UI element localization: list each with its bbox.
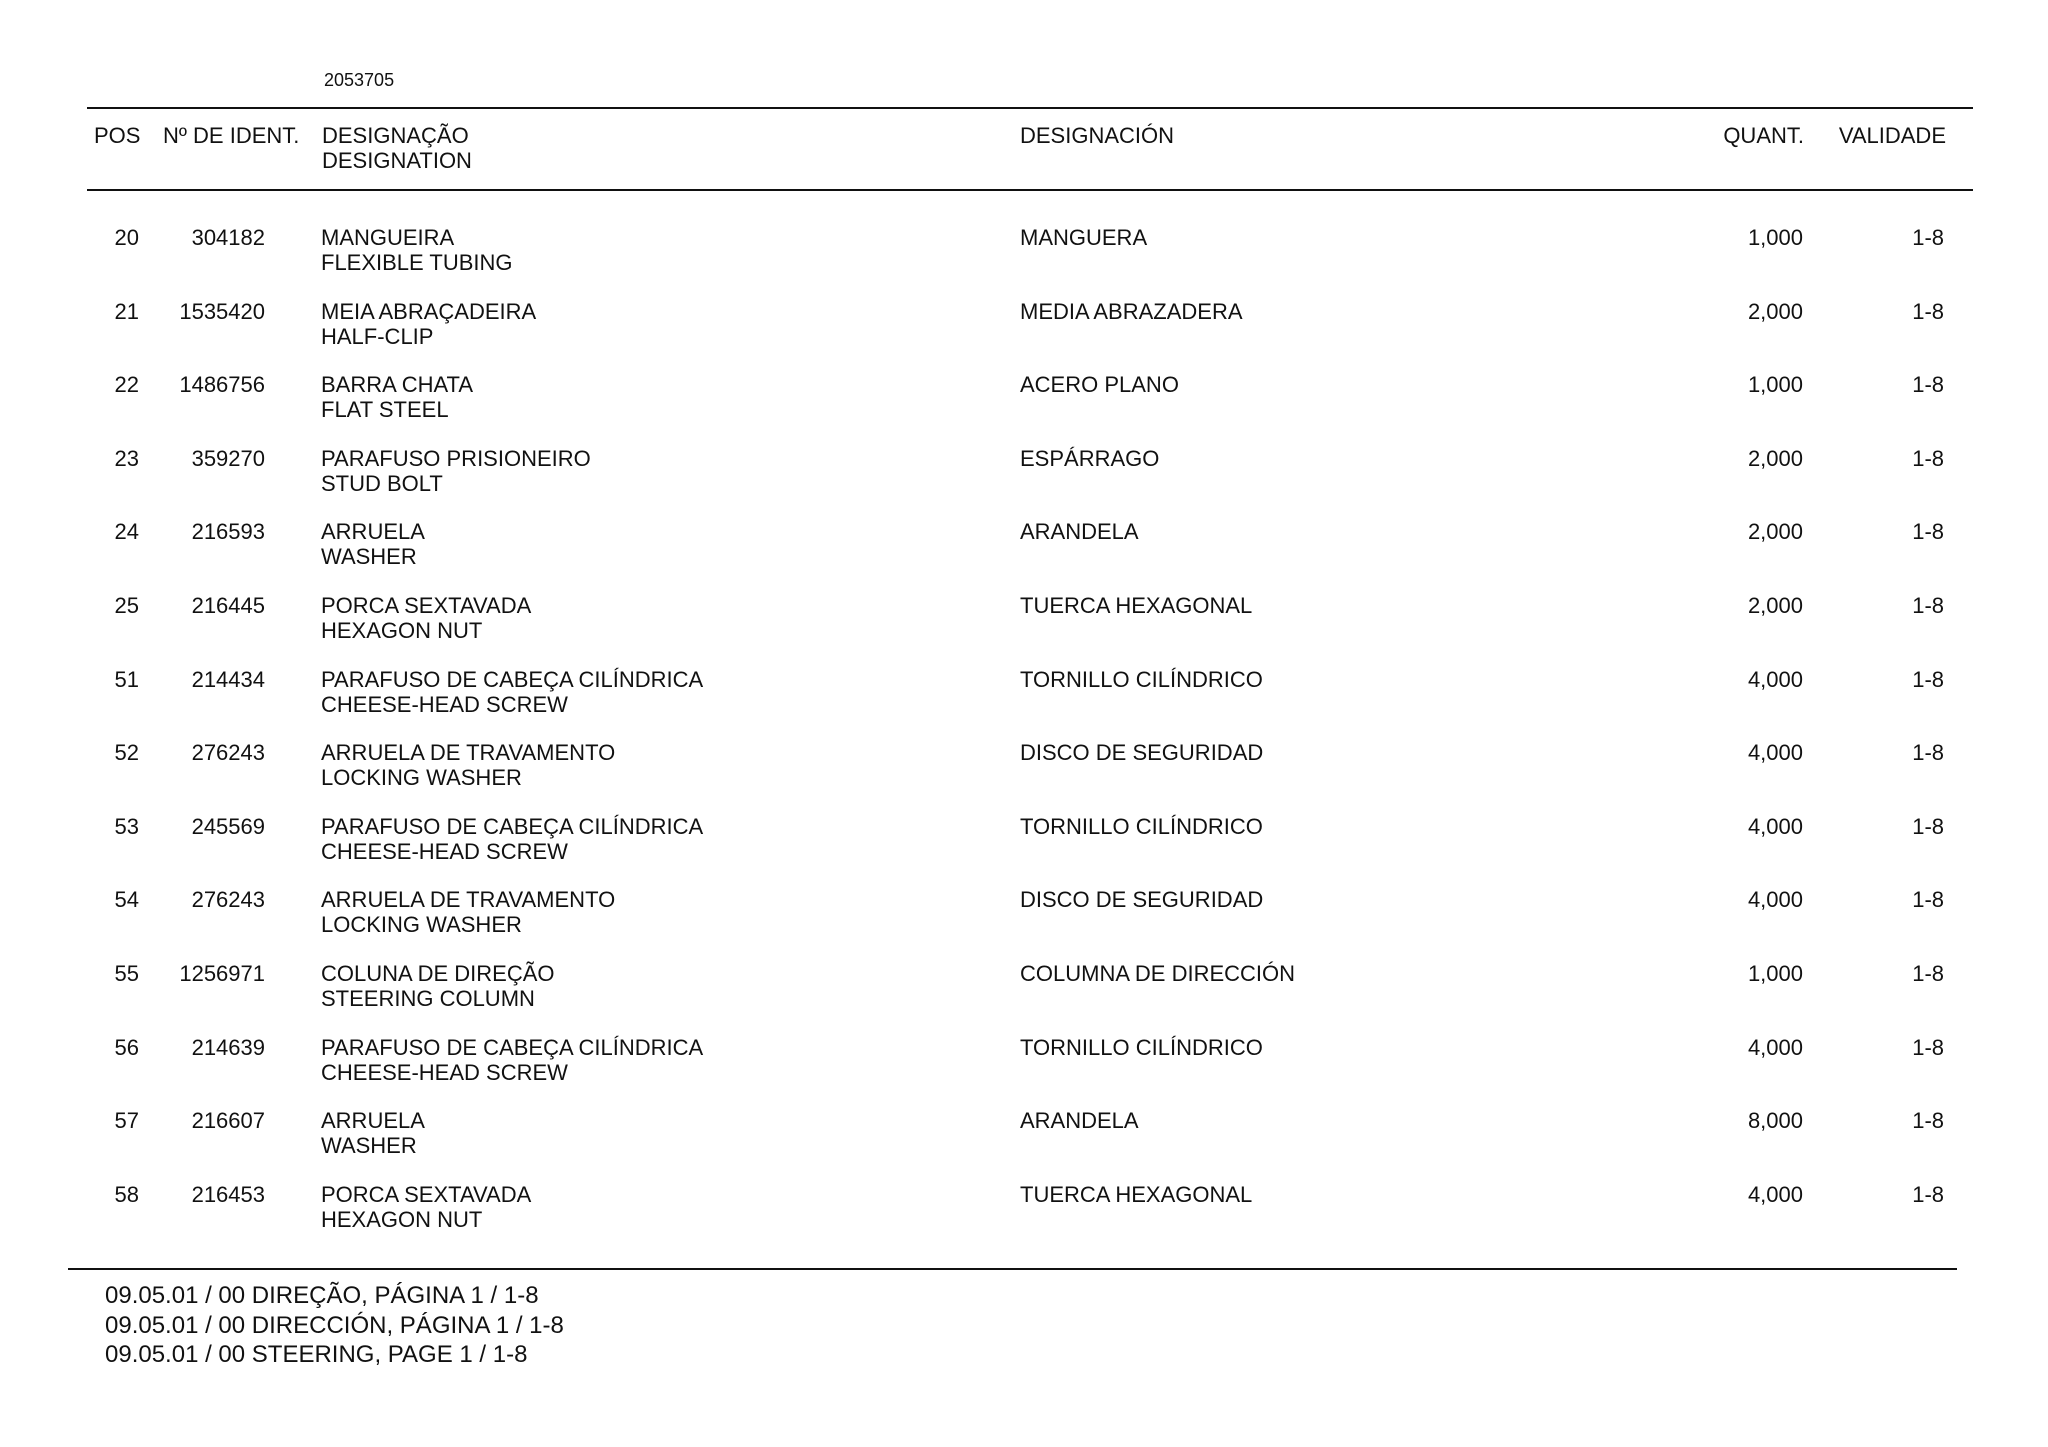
row-pos: 24 xyxy=(114,519,139,545)
row-validity: 1-8 xyxy=(1912,1108,1944,1134)
row-ident: 216607 xyxy=(191,1108,265,1134)
row-quant: 4,000 xyxy=(1747,740,1803,766)
footer-line-en: 09.05.01 / 00 STEERING, PAGE 1 / 1-8 xyxy=(105,1341,528,1368)
row-designation-pt: ARRUELA xyxy=(321,1108,425,1134)
row-designation-es: DISCO DE SEGURIDAD xyxy=(1020,887,1264,913)
row-designation-pt: PORCA SEXTAVADA xyxy=(321,593,532,618)
table-row xyxy=(0,667,2048,727)
row-validity: 1-8 xyxy=(1912,225,1944,250)
row-designation-es: ARANDELA xyxy=(1020,1108,1139,1134)
row-pos: 23 xyxy=(114,445,139,471)
row-pos: 51 xyxy=(114,666,139,692)
header-designation-es: DESIGNACIÓN xyxy=(1020,123,1175,148)
row-designation-es: ESPÁRRAGO xyxy=(1020,445,1160,471)
row-ident: 216453 xyxy=(191,1181,265,1207)
row-designation-es: TORNILLO CILÍNDRICO xyxy=(1020,813,1263,839)
row-designation-en: FLEXIBLE TUBING xyxy=(321,250,513,275)
header-ident: Nº DE IDENT. xyxy=(163,123,300,148)
row-designation xyxy=(321,299,536,349)
row-ident: 276243 xyxy=(191,740,265,766)
row-quant: 4,000 xyxy=(1747,813,1803,839)
row-designation xyxy=(321,1035,703,1085)
row-quant: 2,000 xyxy=(1747,298,1803,324)
row-designation xyxy=(321,446,591,496)
footer-rule xyxy=(68,1268,1957,1270)
row-ident: 1486756 xyxy=(179,372,265,398)
row-designation-pt: ARRUELA DE TRAVAMENTO xyxy=(321,887,616,913)
row-quant: 2,000 xyxy=(1747,593,1803,618)
header-validity: VALIDADE xyxy=(1838,123,1946,148)
table-row xyxy=(0,519,2048,579)
row-designation-pt: ARRUELA DE TRAVAMENTO xyxy=(321,740,616,766)
footer-line-pt: 09.05.01 / 00 DIREÇÃO, PÁGINA 1 / 1-8 xyxy=(105,1282,539,1309)
table-row xyxy=(0,299,2048,359)
row-designation-en: FLAT STEEL xyxy=(321,397,449,423)
row-pos: 57 xyxy=(114,1108,139,1134)
row-designation xyxy=(321,519,425,569)
row-designation-pt: ARRUELA xyxy=(321,519,425,545)
row-validity: 1-8 xyxy=(1912,372,1944,398)
row-designation xyxy=(321,225,513,275)
row-quant: 4,000 xyxy=(1747,666,1803,692)
row-quant: 4,000 xyxy=(1747,1034,1803,1060)
row-designation xyxy=(321,372,473,422)
row-designation-en: HEXAGON NUT xyxy=(321,1206,483,1232)
row-validity: 1-8 xyxy=(1912,961,1944,986)
row-ident: 245569 xyxy=(191,813,265,839)
row-pos: 54 xyxy=(114,887,139,913)
row-designation xyxy=(321,740,615,790)
row-pos: 55 xyxy=(114,961,139,986)
header-pos: POS xyxy=(94,123,141,148)
row-designation-en: WASHER xyxy=(321,544,417,570)
row-designation-es: TUERCA HEXAGONAL xyxy=(1020,1181,1253,1207)
row-pos: 25 xyxy=(114,593,139,618)
row-designation xyxy=(321,1108,425,1158)
row-validity: 1-8 xyxy=(1912,593,1944,618)
row-designation-pt: MEIA ABRAÇADEIRA xyxy=(321,298,537,324)
row-ident: 214434 xyxy=(191,666,265,692)
row-ident: 304182 xyxy=(191,225,265,250)
row-pos: 22 xyxy=(114,372,139,398)
row-quant: 8,000 xyxy=(1747,1108,1803,1134)
row-designation-en: HEXAGON NUT xyxy=(321,618,483,643)
row-designation xyxy=(321,593,531,643)
row-designation xyxy=(321,887,615,937)
row-quant: 2,000 xyxy=(1747,445,1803,471)
row-designation-es: TORNILLO CILÍNDRICO xyxy=(1020,666,1263,692)
row-designation-pt: MANGUEIRA xyxy=(321,225,455,250)
row-designation-en: HALF-CLIP xyxy=(321,323,434,349)
table-row xyxy=(0,372,2048,432)
header-designation-pt: DESIGNAÇÃO xyxy=(322,123,469,148)
row-designation-es: ACERO PLANO xyxy=(1020,372,1179,398)
table-row xyxy=(0,961,2048,1021)
row-validity: 1-8 xyxy=(1912,519,1944,545)
row-designation-en: STUD BOLT xyxy=(321,470,443,496)
row-designation-es: TORNILLO CILÍNDRICO xyxy=(1020,1034,1263,1060)
row-ident: 216445 xyxy=(191,593,265,618)
row-pos: 52 xyxy=(114,740,139,766)
table-row xyxy=(0,1108,2048,1168)
row-designation xyxy=(321,814,703,864)
row-designation xyxy=(321,961,555,1011)
table-row xyxy=(0,887,2048,947)
row-pos: 20 xyxy=(114,225,139,250)
row-designation-en: STEERING COLUMN xyxy=(321,986,535,1011)
row-quant: 1,000 xyxy=(1747,961,1803,986)
page-footer xyxy=(105,1281,564,1370)
row-designation-pt: PARAFUSO DE CABEÇA CILÍNDRICA xyxy=(321,813,704,839)
footer-line-es: 09.05.01 / 00 DIRECCIÓN, PÁGINA 1 / 1-8 xyxy=(105,1311,564,1339)
row-designation-es: TUERCA HEXAGONAL xyxy=(1020,593,1253,618)
row-ident: 1535420 xyxy=(179,298,265,324)
row-ident: 1256971 xyxy=(179,961,265,986)
row-designation-es: MANGUERA xyxy=(1020,225,1148,250)
row-designation-pt: COLUNA DE DIREÇÃO xyxy=(321,961,555,986)
header-designation xyxy=(322,123,472,173)
row-designation-es: ARANDELA xyxy=(1020,519,1139,545)
row-quant: 4,000 xyxy=(1747,887,1803,913)
row-ident: 359270 xyxy=(191,445,265,471)
row-validity: 1-8 xyxy=(1912,445,1944,471)
row-ident: 214639 xyxy=(191,1034,265,1060)
row-pos: 58 xyxy=(114,1181,139,1207)
row-pos: 56 xyxy=(114,1034,139,1060)
row-designation-pt: PARAFUSO PRISIONEIRO xyxy=(321,445,591,471)
row-designation-en: LOCKING WASHER xyxy=(321,912,522,938)
header-designation-en: DESIGNATION xyxy=(322,148,472,173)
row-quant: 1,000 xyxy=(1747,372,1803,398)
table-row xyxy=(0,593,2048,653)
row-validity: 1-8 xyxy=(1912,298,1944,324)
row-designation-en: CHEESE-HEAD SCREW xyxy=(321,691,568,717)
row-validity: 1-8 xyxy=(1912,1181,1944,1207)
table-row xyxy=(0,740,2048,800)
row-designation-en: CHEESE-HEAD SCREW xyxy=(321,1059,568,1085)
row-validity: 1-8 xyxy=(1912,666,1944,692)
row-designation-es: DISCO DE SEGURIDAD xyxy=(1020,740,1264,766)
table-row xyxy=(0,814,2048,874)
row-designation-pt: PORCA SEXTAVADA xyxy=(321,1181,532,1207)
row-validity: 1-8 xyxy=(1912,740,1944,766)
row-designation-es: MEDIA ABRAZADERA xyxy=(1020,298,1243,324)
row-validity: 1-8 xyxy=(1912,813,1944,839)
row-designation-es: COLUMNA DE DIRECCIÓN xyxy=(1020,961,1296,986)
row-designation-pt: PARAFUSO DE CABEÇA CILÍNDRICA xyxy=(321,1034,704,1060)
row-validity: 1-8 xyxy=(1912,887,1944,913)
row-quant: 4,000 xyxy=(1747,1181,1803,1207)
table-row xyxy=(0,225,2048,285)
row-designation-pt: BARRA CHATA xyxy=(321,372,473,398)
row-designation-pt: PARAFUSO DE CABEÇA CILÍNDRICA xyxy=(321,666,704,692)
row-pos: 53 xyxy=(114,813,139,839)
row-ident: 276243 xyxy=(191,887,265,913)
table-row xyxy=(0,1035,2048,1095)
table-header xyxy=(0,123,2048,183)
row-ident: 216593 xyxy=(191,519,265,545)
row-designation-en: LOCKING WASHER xyxy=(321,765,522,791)
row-validity: 1-8 xyxy=(1912,1034,1944,1060)
row-designation-en: WASHER xyxy=(321,1133,417,1159)
row-designation xyxy=(321,1182,531,1232)
header-quant: QUANT. xyxy=(1723,123,1804,148)
row-designation-en: CHEESE-HEAD SCREW xyxy=(321,838,568,864)
row-quant: 2,000 xyxy=(1747,519,1803,545)
table-row xyxy=(0,1182,2048,1242)
row-quant: 1,000 xyxy=(1747,225,1803,250)
header-top-rule xyxy=(87,107,1973,109)
header-bottom-rule xyxy=(87,189,1973,191)
table-row xyxy=(0,446,2048,506)
document-number: 2053705 xyxy=(324,70,395,90)
row-designation xyxy=(321,667,703,717)
row-pos: 21 xyxy=(114,298,139,324)
